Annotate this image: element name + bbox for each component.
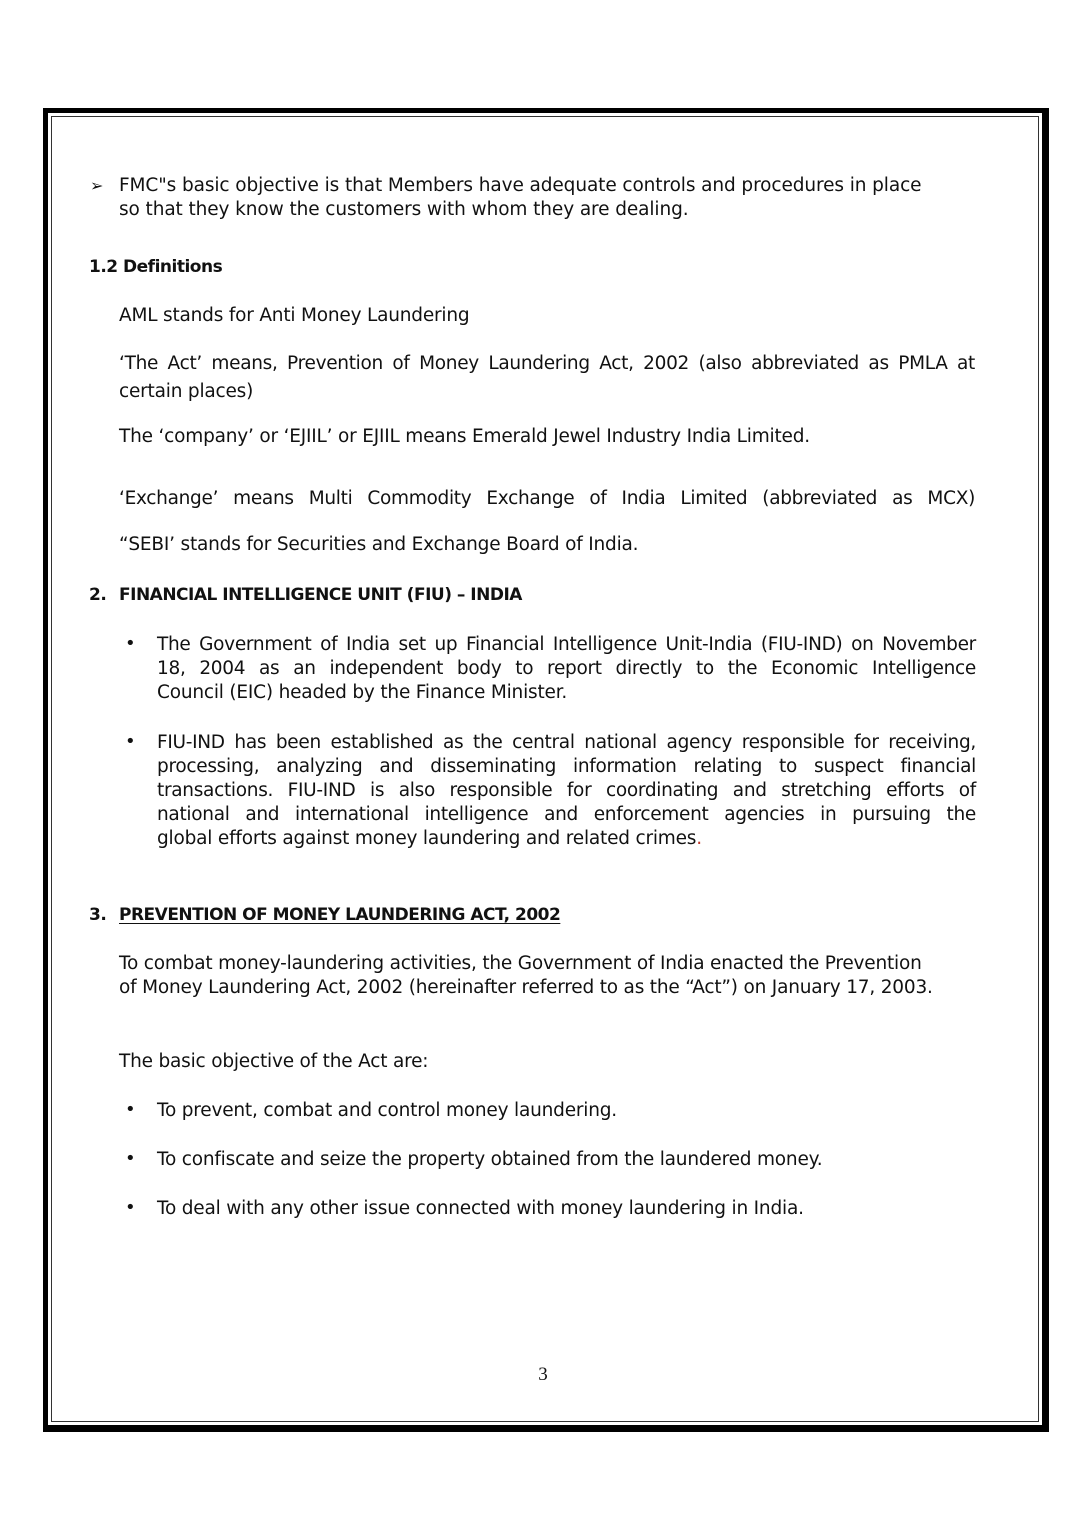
fiu-bullet-2-line-2: processing, analyzing and disseminating information relating to suspect financial [157,756,976,777]
fiu-bullet-2-line-4: national and international intelligence and enforcement agencies in pursuing the [157,804,976,825]
definition-act-line-1: ‘The Act’ means, Prevention of Money Laundering Act, 2002 (also abbreviated as PMLA at [119,353,975,374]
fiu-bullet-1-line-1: The Government of India set up Financial Intelligence Unit-India (FIU-IND) on November [157,634,976,655]
bullet-icon: • [125,633,136,654]
fiu-bullet-2-line-5-text: global efforts against money laundering and related crimes [157,828,697,849]
objective-3: To deal with any other issue connected with money laundering in India. [157,1198,804,1219]
section-heading-pmla: PREVENTION OF MONEY LAUNDERING ACT, 2002 [119,905,561,925]
fiu-bullet-1-line-2: 18, 2004 as an independent body to report directly to the Economic Intelligence [157,658,976,679]
intro-line-2: so that they know the customers with whom they are dealing. [119,199,689,220]
fiu-bullet-2-line-3: transactions. FIU-IND is also responsible for coordinating and stretching efforts of [157,780,976,801]
arrow-bullet-icon: ➢ [90,176,104,195]
section-number-2: 2. [89,585,107,605]
fiu-bullet-1-line-3: Council (EIC) headed by the Finance Minister. [157,682,568,703]
definition-exchange: ‘Exchange’ means Multi Commodity Exchange of India Limited (abbreviated as MCX) [119,488,975,509]
objective-2: To confiscate and seize the property obtained from the laundered money. [157,1149,823,1170]
definition-company: The ‘company’ or ‘EJIIL’ or EJIIL means Emerald Jewel Industry India Limited. [119,426,810,447]
bullet-icon: • [125,731,136,752]
intro-line-1: FMC"s basic objective is that Members have adequate controls and procedures in place [119,175,922,196]
pmla-para-line-2: of Money Laundering Act, 2002 (hereinafter referred to as the “Act”) on January 17, 2003. [119,977,933,998]
objective-1: To prevent, combat and control money laundering. [157,1100,617,1121]
bullet-icon: • [125,1099,136,1120]
section-heading-fiu: FINANCIAL INTELLIGENCE UNIT (FIU) – INDIA [119,585,522,605]
definition-sebi: “SEBI’ stands for Securities and Exchange Board of India. [119,534,639,555]
definition-act-line-2: certain places) [119,381,254,402]
objective-intro: The basic objective of the Act are: [119,1051,429,1072]
bullet-icon: • [125,1148,136,1169]
section-heading-definitions: 1.2 Definitions [89,257,223,277]
fiu-bullet-2-line-1: FIU-IND has been established as the central national agency responsible for receiving, [157,732,976,753]
bullet-icon: • [125,1197,136,1218]
definition-aml: AML stands for Anti Money Laundering [119,305,470,326]
page-number: 3 [538,1364,548,1385]
pmla-para-line-1: To combat money-laundering activities, the Government of India enacted the Prevention [119,953,922,974]
section-number-3: 3. [89,905,107,925]
trailing-period: . [696,828,702,849]
fiu-bullet-2-line-5 [157,827,702,851]
